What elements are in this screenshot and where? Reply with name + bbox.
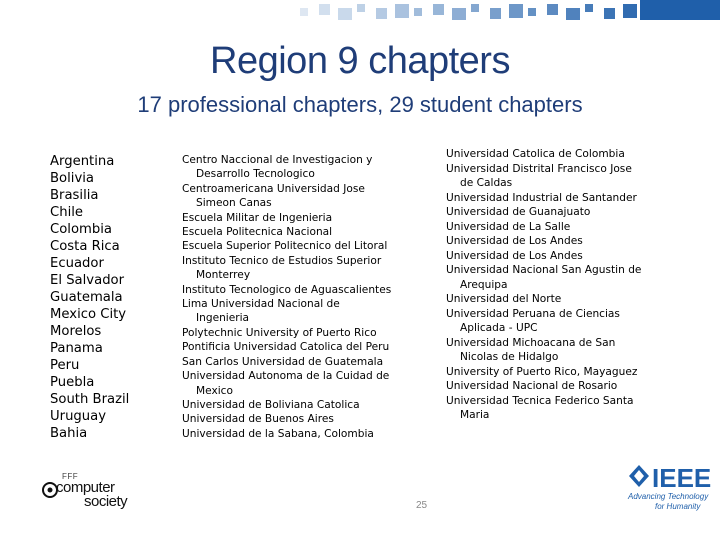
country-item: Bolivia [50,171,94,186]
university-name: Universidad de Buenos Aires [182,413,334,426]
university-name-continued: Maria [460,409,490,421]
university-name: Pontificia Universidad Catolica del Peru [182,341,390,354]
computer-society-mark: FFF [62,472,79,481]
university-name-continued: Monterrey [196,269,251,282]
university-item [182,340,391,354]
university-name: Universidad Industrial de Santander [446,191,637,204]
university-name-continued: Nicolas de Hidalgo [460,351,559,363]
banner-square [509,4,523,18]
computer-society-word-society: society [84,493,128,510]
university-name-continued: Ingenieria [196,312,250,325]
university-item [182,412,391,426]
top-banner [0,0,720,20]
banner-square [300,8,308,16]
university-list-right [446,147,641,423]
country-item: Guatemala [50,290,123,305]
banner-square [585,4,593,12]
country-item: Panama [50,341,103,356]
university-name: Universidad Catolica de Colombia [446,148,625,160]
university-item [446,191,641,206]
country-item: South Brazil [50,392,130,407]
university-item [446,147,641,162]
university-name: Universidad de La Salle [446,220,571,233]
university-item [446,220,641,235]
university-name: Universidad Autonoma de la Cuidad de [182,370,390,383]
country-list [50,153,129,442]
university-item [446,292,641,307]
university-item [446,394,641,423]
university-name: Polytechnic University of Puerto Rico [182,326,377,339]
university-name: University of Puerto Rico, Mayaguez [446,365,638,378]
page-number: 25 [416,500,428,511]
university-name: Universidad Nacional San Agustin de [446,264,642,276]
university-name: Universidad Michoacana de San [446,336,616,349]
university-item [182,398,391,412]
university-name: Instituto Tecnico de Estudios Superior [182,254,382,267]
slide-title: Region 9 chapters [210,40,510,82]
university-name: Universidad de Boliviana Catolica [182,398,360,411]
ieee-tagline-line1: Advancing Technology [628,492,709,501]
banner-square [490,8,501,19]
university-name: Universidad de Los Andes [446,249,583,262]
university-item [446,263,641,292]
slide-subtitle: 17 professional chapters, 29 student chapters [137,92,583,117]
university-name: Universidad de Guanajuato [446,206,591,218]
university-name: Centroamericana Universidad Jose [182,182,365,195]
university-name: Instituto Tecnologico de Aguascalientes [182,283,392,296]
university-item [182,427,391,441]
ieee-tagline-line2: for Humanity [655,502,701,511]
university-name: Universidad del Norte [446,293,562,305]
university-item [182,153,391,182]
university-name: Universidad de la Sabana, Colombia [182,427,374,440]
country-item: Colombia [50,222,112,237]
banner-square [319,4,330,15]
banner-square [414,8,422,16]
university-name: Universidad Tecnica Federico Santa [446,394,634,407]
university-name-continued: de Caldas [460,177,513,189]
country-item: Chile [50,205,84,220]
university-name-continued: Mexico [196,384,233,397]
university-item [182,211,391,225]
university-item [182,297,391,326]
country-item: Puebla [50,375,95,390]
country-item: Ecuador [50,256,104,271]
banner-square [566,8,580,20]
banner-square [452,8,466,20]
banner-square [623,4,637,18]
university-name: Universidad Peruana de Ciencias [446,307,620,320]
banner-square [471,4,479,12]
university-name-continued: Simeon Canas [196,197,272,210]
university-item [446,162,641,191]
university-item [446,307,641,336]
university-item [446,379,641,394]
university-name: Universidad de Los Andes [446,235,583,247]
country-item: Argentina [50,154,115,169]
university-item [182,225,391,239]
banner-square [338,8,352,20]
computer-society-word-computer: computer [56,479,115,496]
university-list-left [182,153,391,441]
university-name: San Carlos Universidad de Guatemala [182,355,384,368]
university-item [446,365,641,380]
university-name: Escuela Politecnica Nacional [182,226,333,239]
banner-square [433,4,444,15]
university-item [446,249,641,264]
university-item [182,182,391,211]
university-name: Universidad Nacional de Rosario [446,380,618,392]
university-name: Escuela Superior Politecnico del Litoral [182,240,388,253]
country-item: Costa Rica [50,239,120,254]
university-item [446,205,641,220]
university-item [446,234,641,249]
ieee-logo-text: IEEE [652,463,712,493]
university-name-continued: Desarrollo Tecnologico [196,168,315,181]
banner-square [357,4,365,12]
university-name: Escuela Militar de Ingenieria [182,211,333,224]
country-item: Brasilia [50,188,99,203]
university-item [182,369,391,398]
ieee-diamond-icon [628,464,650,488]
banner-square [528,8,536,16]
university-name: Centro Naccional de Investigacion y [182,154,373,166]
country-item: Mexico City [50,307,127,322]
university-name: Lima Universidad Nacional de [182,298,340,311]
university-item [182,239,391,253]
country-item: Bahia [50,426,88,441]
country-item: Peru [50,358,80,373]
university-item [182,326,391,340]
university-item [446,336,641,365]
country-item: El Salvador [50,273,125,288]
university-name-continued: Arequipa [460,278,508,291]
university-name-continued: Aplicada - UPC [460,322,538,334]
banner-square [376,8,387,19]
university-item [182,254,391,283]
banner-square [547,4,558,15]
university-name: Universidad Distrital Francisco Jose [446,162,632,175]
country-item: Morelos [50,324,102,339]
banner-square [604,8,615,19]
country-item: Uruguay [50,409,107,424]
university-item [182,355,391,369]
banner-square [395,4,409,18]
university-item [182,283,391,297]
